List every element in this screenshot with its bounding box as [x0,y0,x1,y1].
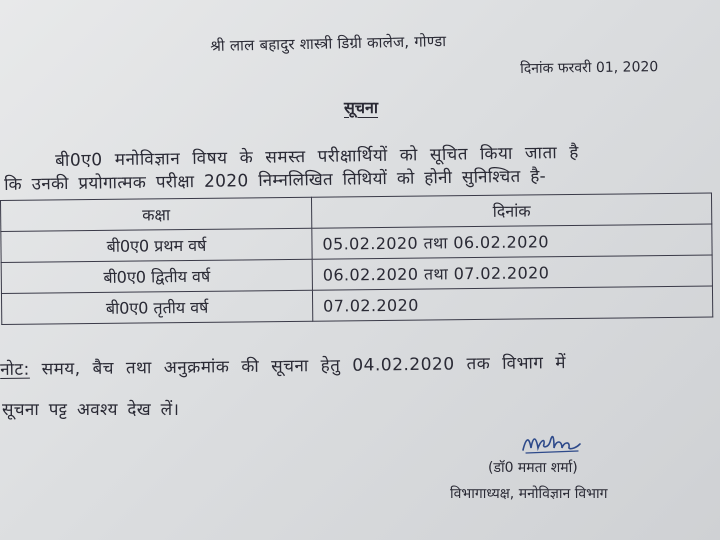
row-date: 06.02.2020 तथा 07.02.2020 [312,255,712,290]
row-class: बी0ए0 प्रथम वर्ष [1,228,312,262]
notice-date: दिनांक फरवरी 01, 2020 [520,59,659,77]
note-text-1: समय, बैच तथा अनुक्रमांक की सूचना हेतु 04.02.2020 तक विभाग में [41,353,567,380]
header-class: कक्षा [1,197,312,231]
row-class: बी0ए0 तृतीय वर्ष [1,290,312,324]
body-line-2: कि उनकी प्रयोगात्मक परीक्षा 2020 निम्नलिखित तिथियों को होनी सुनिश्चित है- [4,166,547,195]
table-row [1,286,712,324]
note-line-1 [0,350,566,380]
row-date: 05.02.2020 तथा 06.02.2020 [312,224,712,259]
header-date: दिनांक [311,193,711,228]
notice-title: सूचना [344,98,379,117]
row-class: बी0ए0 द्वितीय वर्ष [1,259,312,293]
note-label: नोट: [0,359,30,380]
note-line-2: सूचना पट्ट अवश्य देख लें। [2,400,180,420]
handwritten-signature [520,428,590,456]
signatory-designation: विभागाध्यक्ष, मनोविज्ञान विभाग [450,486,608,502]
signatory-name: (डॉ0 ममता शर्मा) [488,460,578,476]
college-name: श्री लाल बहादुर शास्त्री डिग्री कालेज, गोण्डा [210,32,447,55]
row-date: 07.02.2020 [312,286,712,321]
body-line-1: बी0ए0 मनोविज्ञान विषय के समस्त परीक्षार्थियों को सूचित किया जाता है [55,142,580,171]
exam-schedule-table [0,193,713,325]
